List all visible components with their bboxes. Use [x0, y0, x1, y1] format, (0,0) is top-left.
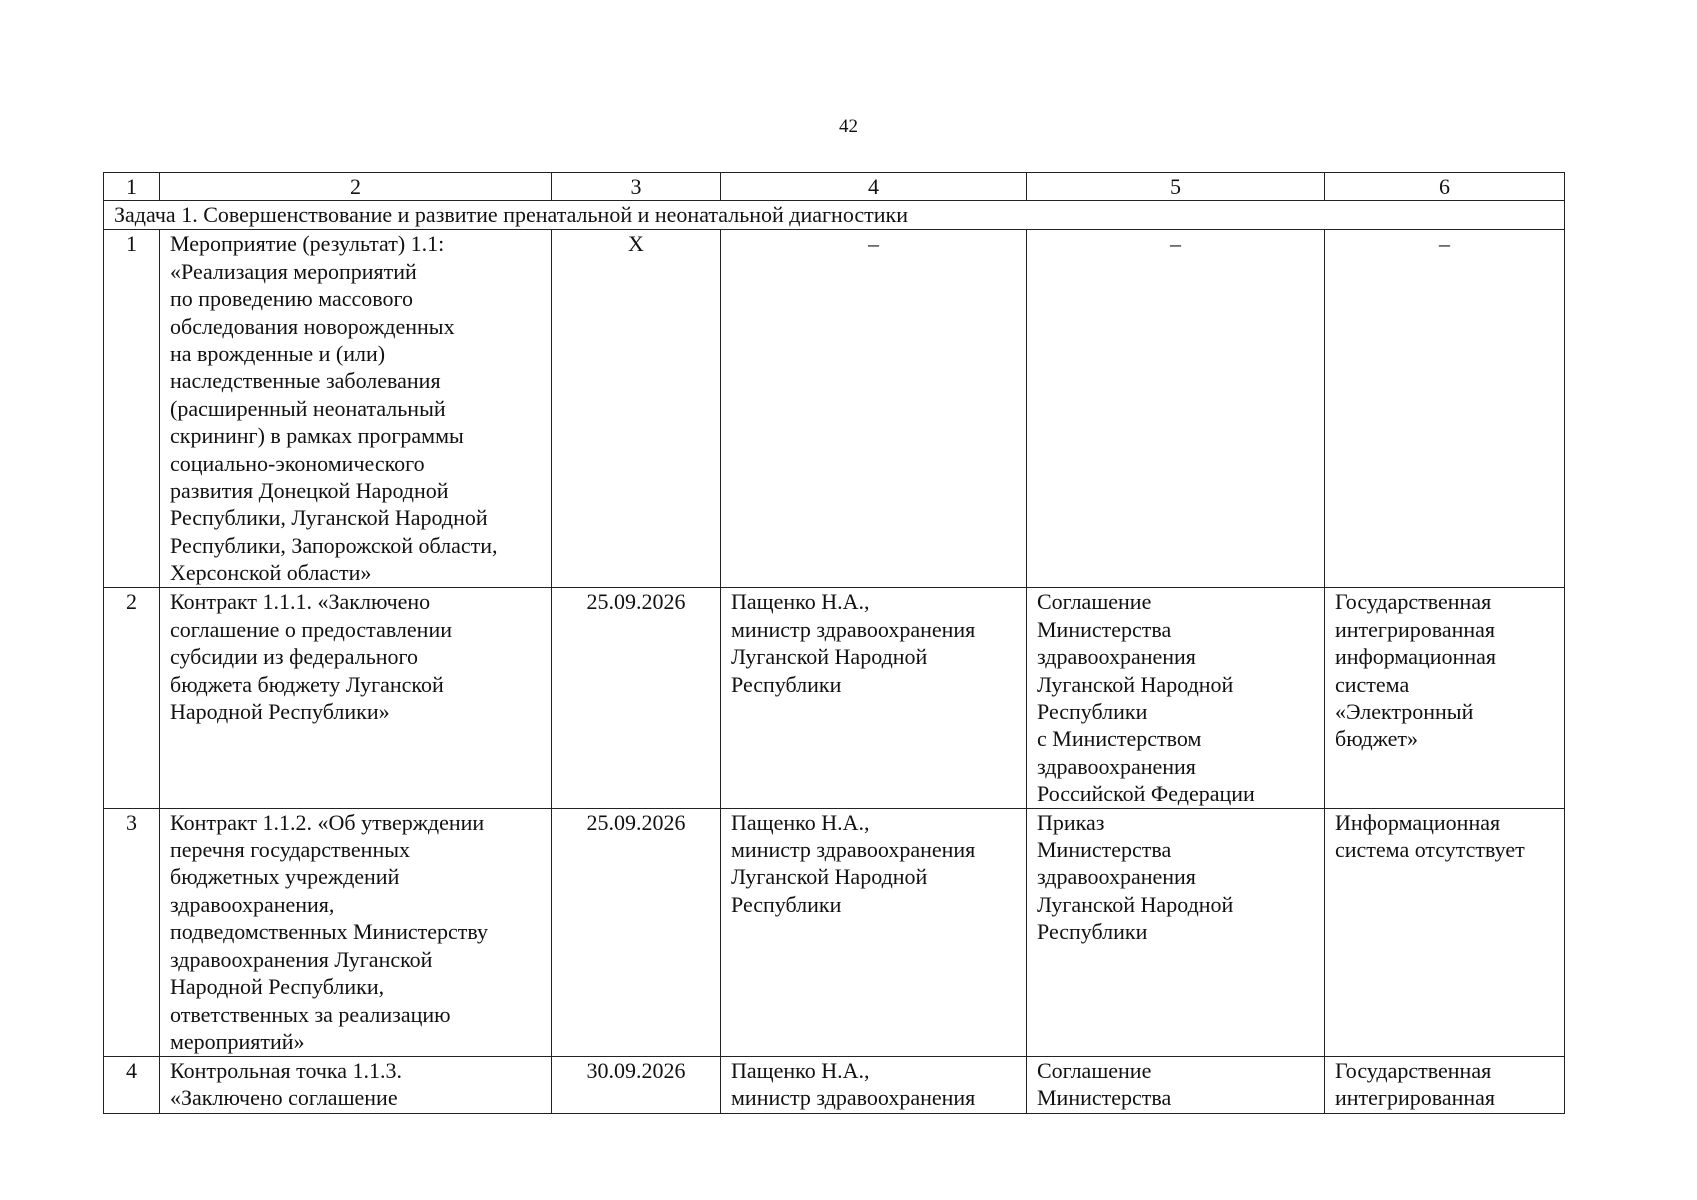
row-number: 4 — [104, 1056, 160, 1113]
information-system: Государственная интегрированная — [1325, 1056, 1565, 1113]
due-date: 25.09.2026 — [552, 588, 721, 808]
table-row — [104, 808, 1565, 1056]
responsible-person: Пащенко Н.А., министр здравоохранения Луганской Народной Республики — [721, 808, 1027, 1056]
item-name: Контракт 1.1.2. «Об утверждении перечня государственных бюджетных учреждений здравоохранения, подведомственных Министерству здравоохранения Луганской Народной Республики, ответственных за реализацию мероприятий» — [160, 808, 552, 1056]
due-date: 30.09.2026 — [552, 1056, 721, 1113]
row-number: 3 — [104, 808, 160, 1056]
information-system: – — [1325, 230, 1565, 588]
column-number: 1 — [104, 173, 160, 201]
table-row — [104, 1056, 1565, 1113]
task-title: Задача 1. Совершенствование и развитие пренатальной и неонатальной диагностики — [104, 201, 1565, 230]
responsible-person: Пащенко Н.А., министр здравоохранения — [721, 1056, 1027, 1113]
document-type: Соглашение Министерства — [1027, 1056, 1325, 1113]
column-number: 4 — [721, 173, 1027, 201]
responsible-person: Пащенко Н.А., министр здравоохранения Луганской Народной Республики — [721, 588, 1027, 808]
information-system: Государственная интегрированная информационная система «Электронный бюджет» — [1325, 588, 1565, 808]
table-row — [104, 230, 1565, 588]
page-number: 42 — [839, 116, 858, 137]
row-number: 1 — [104, 230, 160, 588]
column-number: 6 — [1325, 173, 1565, 201]
responsible-person: – — [721, 230, 1027, 588]
column-number: 2 — [160, 173, 552, 201]
task-row — [104, 201, 1565, 230]
due-date: 25.09.2026 — [552, 808, 721, 1056]
item-name: Контрольная точка 1.1.3. «Заключено соглашение — [160, 1056, 552, 1113]
due-date: X — [552, 230, 721, 588]
information-system: Информационная система отсутствует — [1325, 808, 1565, 1056]
table-row — [104, 588, 1565, 808]
column-number: 5 — [1027, 173, 1325, 201]
document-type: Приказ Министерства здравоохранения Луганской Народной Республики — [1027, 808, 1325, 1056]
row-number: 2 — [104, 588, 160, 808]
column-number: 3 — [552, 173, 721, 201]
item-name: Мероприятие (результат) 1.1: «Реализация мероприятий по проведению массового обследования новорожденных на врожденные и (или) наследственные заболевания (расширенный неонатальный скрининг) в рамках программы социально-экономического развития Донецкой Народной Республики, Луганской Народной Республики, Запорожской области, Херсонской области» — [160, 230, 552, 588]
column-number-row — [104, 173, 1565, 201]
item-name: Контракт 1.1.1. «Заключено соглашение о предоставлении субсидии из федерального бюджета бюджету Луганской Народной Республики» — [160, 588, 552, 808]
document-type: Соглашение Министерства здравоохранения Луганской Народной Республики с Министерством здравоохранения Российской Федерации — [1027, 588, 1325, 808]
document-type: – — [1027, 230, 1325, 588]
plan-table — [103, 172, 1565, 1114]
